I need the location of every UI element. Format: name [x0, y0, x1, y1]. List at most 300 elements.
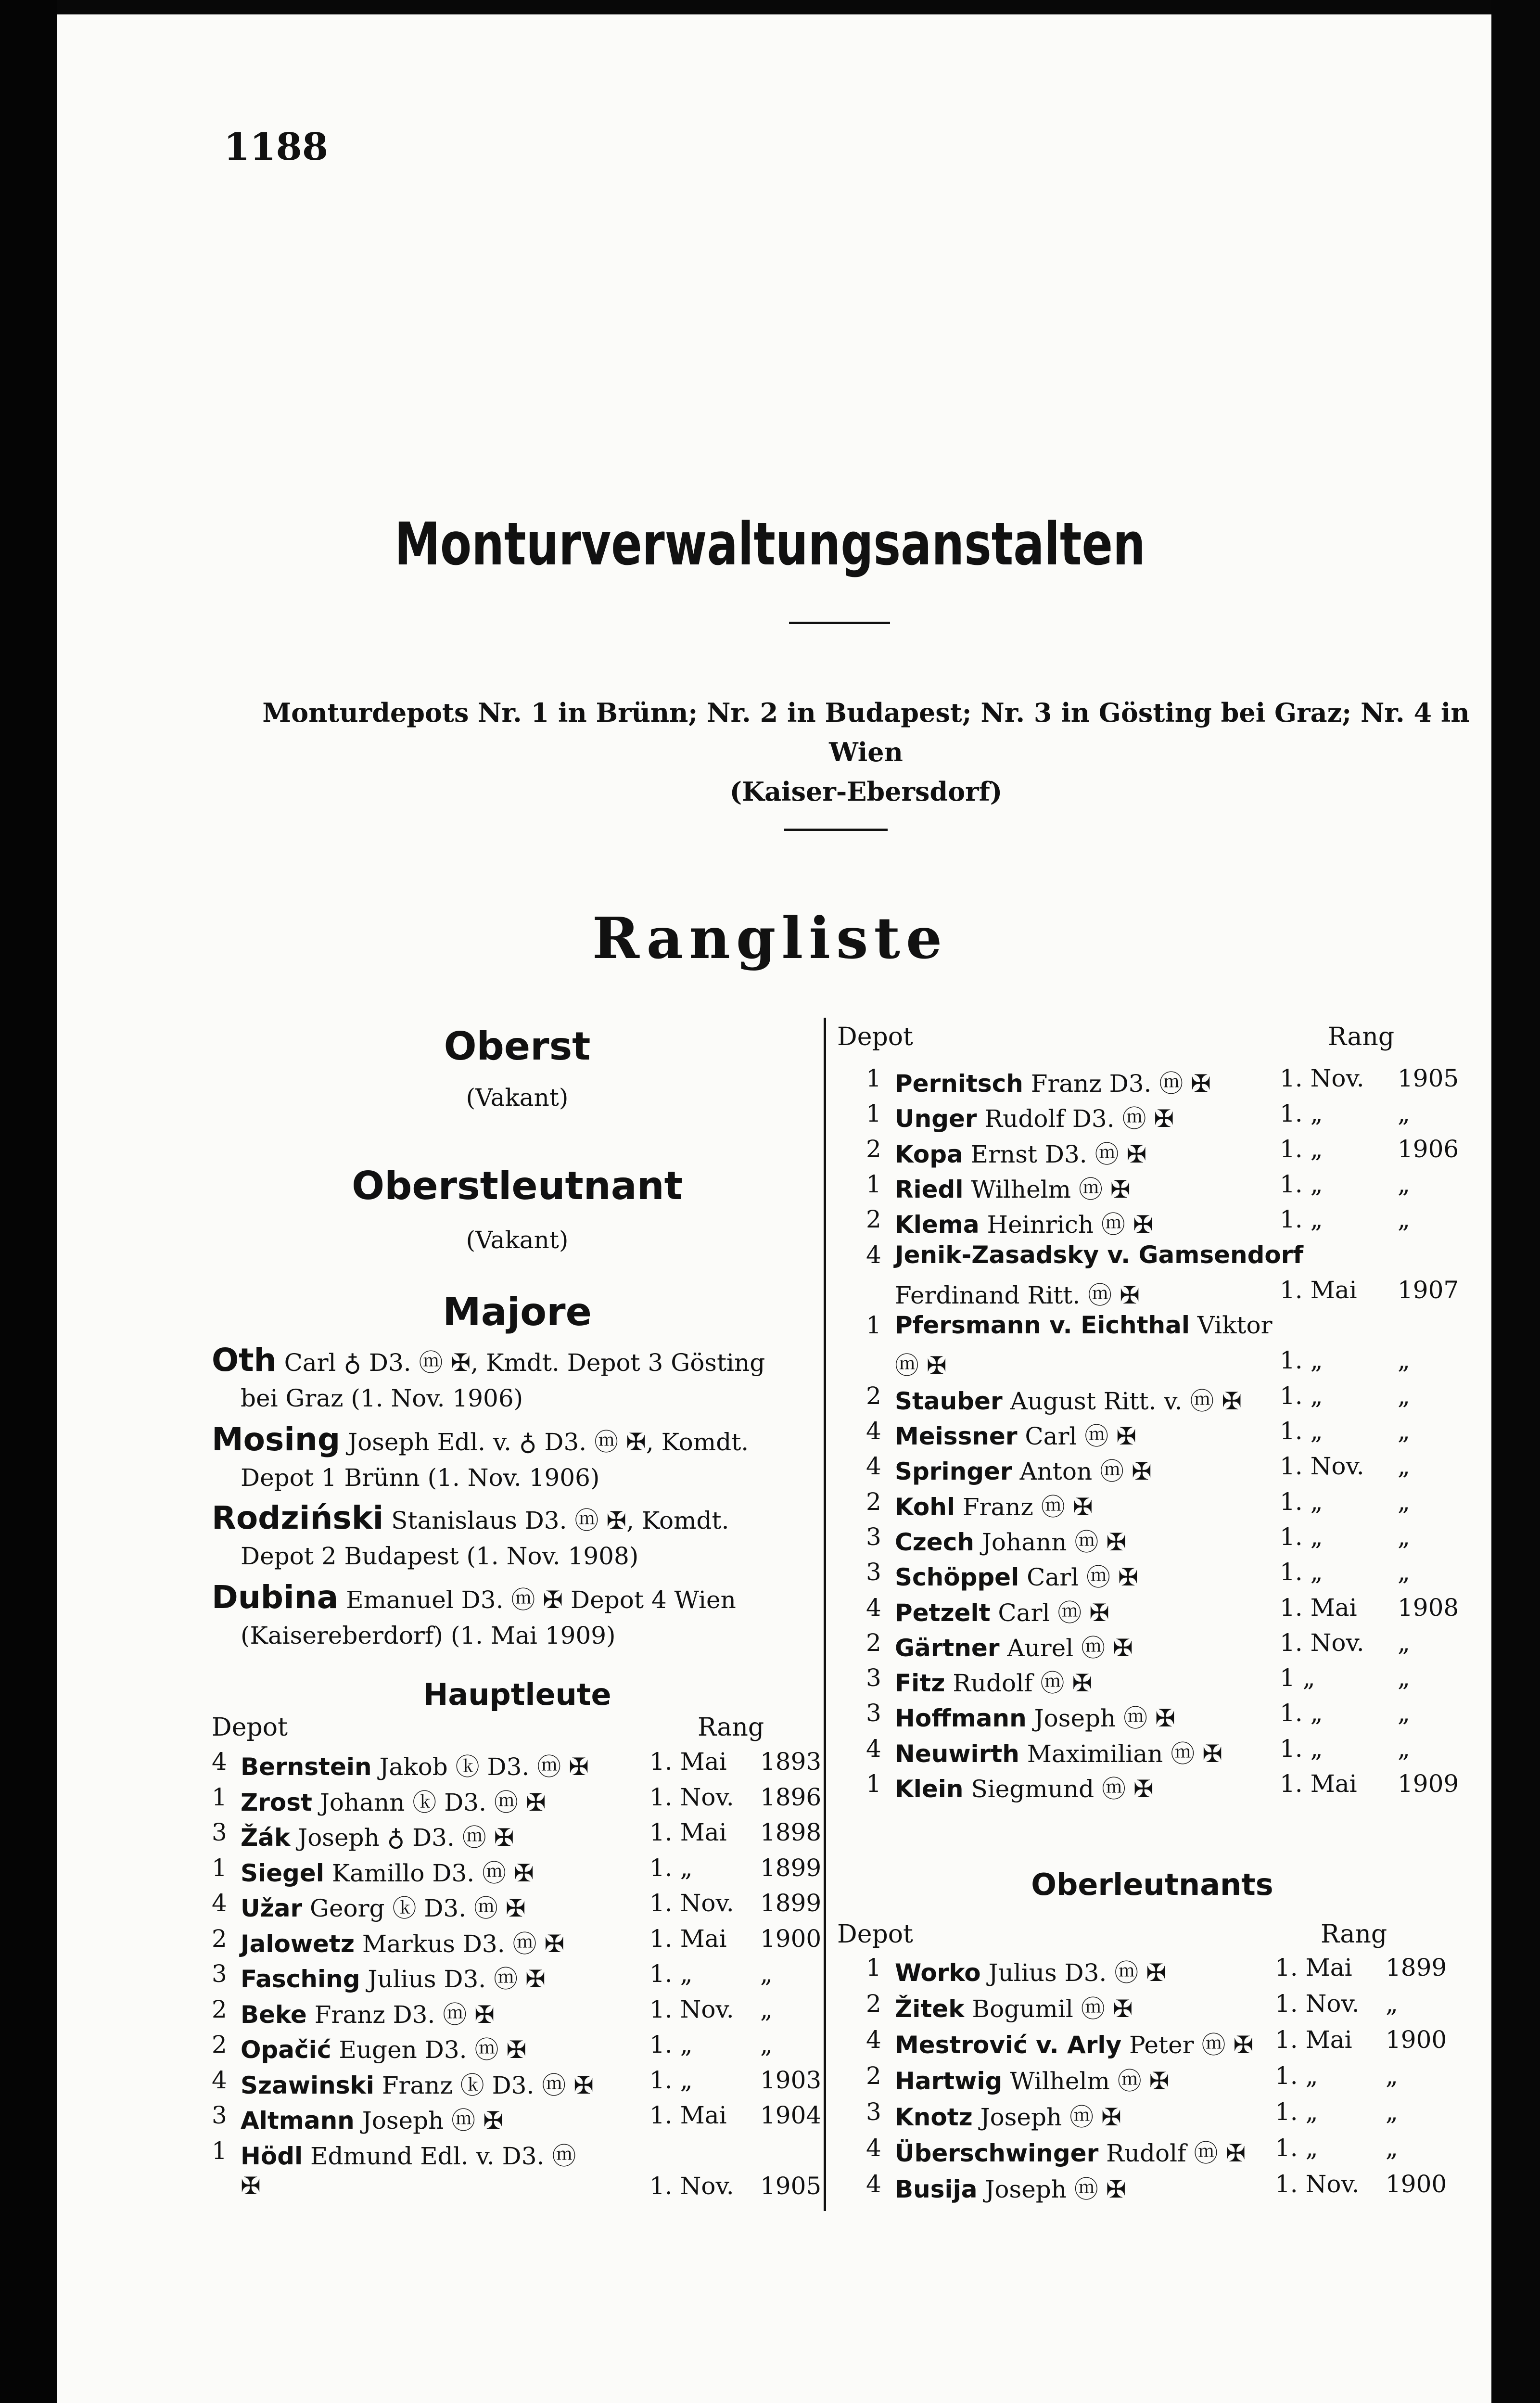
depot-number: 4 [866, 2134, 881, 2162]
officer-surname: Worko [895, 1959, 981, 1987]
depot-number: 2 [866, 1381, 881, 1410]
depot-number: 1 [866, 1954, 881, 1981]
table-row [866, 1664, 1463, 1698]
officer-surname: Hartwig [895, 2067, 1003, 2095]
scan-border-left [0, 0, 57, 2403]
rank-year: „ [1398, 1170, 1410, 1198]
rank-year: „ [1386, 2134, 1398, 2162]
officer-details: August Ritt. v. ⓜ ✠ [1010, 1387, 1242, 1415]
rank-year: „ [760, 2031, 773, 2058]
officer-details: Joseph ⓜ ✠ [985, 2175, 1126, 2203]
officer-surname: Pernitsch [895, 1070, 1023, 1098]
table-row [212, 1854, 820, 1888]
rank-date: 1. Mai [1275, 1954, 1352, 1981]
officer-surname: Opačić [241, 2036, 331, 2064]
rank-date: 1. Nov. [1275, 2170, 1360, 2198]
officer-name [895, 1735, 1222, 1769]
officer-name [895, 1523, 1126, 1558]
officer-name [895, 1558, 1138, 1593]
rank-year: „ [1398, 1417, 1410, 1445]
rank-date: 1. „ [1280, 1699, 1323, 1727]
table-row [212, 2031, 820, 2064]
officer-details: Wilhelm ⓜ ✠ [1010, 2067, 1170, 2095]
table-row [866, 1099, 1463, 1133]
rank-date: 1. „ [1275, 2062, 1318, 2090]
table-row [866, 1382, 1463, 1416]
officer-name [241, 2066, 594, 2101]
major-details: Depot 2 Budapest (1. Nov. 1908) [241, 1542, 639, 1570]
rank-date: 1. „ [1280, 1099, 1323, 1128]
officer-name [241, 2101, 503, 2136]
rank-year: „ [1398, 1381, 1410, 1410]
officer-details: Edmund Edl. v. D3. ⓜ [310, 2142, 576, 2170]
officer-name [895, 1452, 1152, 1487]
table-row [866, 1135, 1463, 1169]
table-row [866, 1241, 1463, 1275]
depot-number: 1 [866, 1099, 881, 1128]
oberstleutnant-note: (Vakant) [466, 1226, 569, 1254]
officer-surname: Hoffmann [895, 1704, 1027, 1733]
officer-surname: Czech [895, 1528, 974, 1556]
depot-number: 1 [866, 1170, 881, 1198]
depot-number: 2 [212, 2031, 227, 2058]
depot-number: 2 [212, 1924, 227, 1953]
major-details: bei Graz (1. Nov. 1906) [241, 1384, 523, 1412]
rank-year: „ [1398, 1628, 1410, 1657]
rank-date: 1. „ [1275, 2134, 1318, 2162]
oberst-heading: Oberst [444, 1024, 591, 1069]
officer-details: Georg ⓚ D3. ⓜ ✠ [310, 1894, 526, 1922]
officer-name [241, 2172, 261, 2200]
officer-name [895, 2098, 1121, 2133]
depot-number: 4 [866, 2170, 881, 2198]
rank-date: 1. Nov. [649, 1783, 734, 1811]
rank-year: 1900 [760, 1924, 822, 1953]
table-row [866, 1276, 1463, 1310]
table-row [212, 1748, 820, 1781]
officer-name [241, 1995, 495, 2030]
officer-name [895, 1699, 1175, 1734]
depot-number: 4 [212, 1748, 227, 1776]
officer-name [241, 1960, 546, 1994]
col-rang: Rang [1328, 1023, 1395, 1051]
rank-date: 1. „ [1280, 1381, 1323, 1410]
rank-year: „ [1398, 1487, 1410, 1516]
rank-date: 1. Nov. [1275, 1990, 1360, 2018]
page-title: Monturverwaltungsanstalten [395, 510, 1145, 578]
depot-number: 1 [866, 1311, 881, 1340]
rank-date: 1. Mai [649, 2101, 727, 2129]
officer-details: Joseph ⓜ ✠ [362, 2107, 503, 2135]
major-surname: Oth [212, 1342, 277, 1379]
rank-date: 1. Mai [1275, 2026, 1352, 2054]
rank-date: 1. „ [1280, 1522, 1323, 1551]
column-separator [824, 1018, 826, 2211]
rank-date: 1. Mai [649, 1818, 727, 1846]
officer-name [895, 1135, 1146, 1170]
rank-year: 1906 [1398, 1135, 1459, 1163]
depot-number: 1 [866, 1064, 881, 1092]
officer-details: Heinrich ⓜ ✠ [987, 1211, 1153, 1239]
officer-details: Ferdinand Ritt. ⓜ ✠ [895, 1281, 1140, 1309]
officer-details: Julius D3. ⓜ ✠ [368, 1965, 546, 1993]
officer-details: Joseph ♁ D3. ⓜ ✠ [298, 1824, 514, 1852]
officer-name [895, 1241, 1303, 1269]
officer-surname: Žitek [895, 1995, 965, 2023]
table-row [212, 1783, 820, 1817]
table-row [866, 1594, 1463, 1627]
officer-surname: Fasching [241, 1965, 360, 1993]
officer-surname: Užar [241, 1894, 303, 1922]
officer-details: Ernst D3. ⓜ ✠ [970, 1140, 1147, 1168]
table-row [866, 1417, 1463, 1451]
col-rang: Rang [1321, 1920, 1387, 1949]
table-row [866, 1699, 1463, 1733]
officer-surname: Fitz [895, 1669, 945, 1698]
officer-surname: Meissner [895, 1422, 1018, 1450]
major-surname: Dubina [212, 1579, 339, 1616]
officer-details: ✠ [241, 2172, 261, 2200]
rank-year: „ [1398, 1099, 1410, 1128]
officer-name [895, 1629, 1133, 1663]
col-rang: Rang [698, 1713, 764, 1742]
officer-details: Kamillo D3. ⓜ ✠ [331, 1859, 534, 1887]
officer-details: Rudolf ⓜ ✠ [953, 1669, 1093, 1698]
table-row [212, 2137, 820, 2171]
rank-date: 1. „ [649, 1853, 693, 1882]
rank-year: „ [1398, 1558, 1410, 1586]
officer-details: Eugen D3. ⓜ ✠ [339, 2036, 527, 2064]
table-row [866, 1205, 1463, 1239]
rank-date: 1. „ [1280, 1135, 1323, 1163]
officer-name [241, 1748, 589, 1782]
depot-number: 2 [866, 1628, 881, 1657]
officer-surname: Klema [895, 1211, 980, 1239]
rank-year: „ [1398, 1664, 1410, 1692]
major-entry [212, 1580, 818, 1653]
officer-name [241, 1854, 534, 1889]
officer-surname: Siegel [241, 1859, 324, 1887]
officer-surname: Žák [241, 1824, 291, 1852]
rank-date: 1. Mai [1280, 1770, 1357, 1798]
divider [789, 622, 890, 624]
table-row [866, 2026, 1463, 2059]
officer-details: Viktor [1197, 1311, 1273, 1340]
officer-details: Julius D3. ⓜ ✠ [988, 1959, 1167, 1987]
rank-date: 1. Nov. [1280, 1452, 1364, 1481]
officer-name [895, 1099, 1174, 1134]
rank-year: 1903 [760, 2066, 822, 2094]
table-row [866, 2134, 1463, 2168]
major-details: (Kaisereberdorf) (1. Mai 1909) [241, 1622, 616, 1649]
officer-surname: Kohl [895, 1493, 955, 1521]
table-row [212, 1960, 820, 1994]
officer-surname: Zrost [241, 1788, 312, 1816]
rank-date: 1. „ [1280, 1487, 1323, 1516]
officer-details: Jakob ⓚ D3. ⓜ ✠ [379, 1753, 589, 1781]
officer-details: Franz D3. ⓜ ✠ [1031, 1070, 1211, 1098]
rank-year: 1900 [1386, 2170, 1447, 2198]
rank-year: 1904 [760, 2101, 822, 2129]
table-row [866, 2170, 1463, 2204]
rank-date: 1. Mai [1280, 1276, 1357, 1304]
rank-year: 1909 [1398, 1770, 1459, 1798]
rank-year: „ [1386, 2098, 1398, 2126]
officer-name [895, 1382, 1242, 1417]
rank-year: 1899 [760, 1889, 822, 1917]
rank-year: „ [760, 1960, 773, 1988]
table-row [866, 2062, 1463, 2096]
depot-number: 3 [866, 1558, 881, 1586]
officer-surname: Hödl [241, 2142, 303, 2170]
depot-number: 2 [866, 1135, 881, 1163]
rank-date: 1. „ [1280, 1558, 1323, 1586]
major-surname: Mosing [212, 1421, 341, 1458]
rank-year: 1899 [760, 1853, 822, 1882]
table-row [212, 2172, 820, 2206]
depot-number: 4 [866, 1734, 881, 1763]
depot-number: 3 [866, 1664, 881, 1692]
depot-number: 2 [866, 1205, 881, 1234]
officer-details: Rudolf D3. ⓜ ✠ [984, 1105, 1174, 1133]
officer-name [241, 1889, 526, 1924]
majore-heading: Majore [443, 1290, 592, 1334]
rank-year: 1898 [760, 1818, 822, 1846]
officer-surname: Altmann [241, 2107, 355, 2135]
officer-name [241, 2137, 576, 2172]
officer-name [895, 1990, 1133, 2024]
officer-surname: Neuwirth [895, 1739, 1019, 1768]
officer-name [241, 1818, 514, 1853]
divider [784, 829, 888, 831]
officer-name [895, 1417, 1136, 1452]
officer-details: Wilhelm ⓜ ✠ [971, 1175, 1131, 1203]
officer-name [895, 2026, 1253, 2060]
major-details: Emanuel D3. ⓜ ✠ Depot 4 Wien [346, 1586, 736, 1614]
scan-border-right [1491, 0, 1540, 2403]
rank-date: 1. „ [1275, 2098, 1318, 2126]
officer-details: Markus D3. ⓜ ✠ [362, 1930, 565, 1958]
depot-number: 4 [866, 1240, 881, 1269]
table-row [212, 2066, 820, 2100]
rank-date: 1. „ [1280, 1346, 1323, 1375]
depot-number: 4 [866, 1417, 881, 1445]
rank-date: 1. Nov. [649, 1889, 734, 1917]
officer-details: Johann ⓚ D3. ⓜ ✠ [319, 1788, 546, 1816]
rank-date: 1. Nov. [649, 2172, 734, 2200]
officer-name [895, 2134, 1246, 2169]
table-row [866, 1311, 1463, 1345]
depot-number: 2 [866, 2062, 881, 2090]
officer-name [241, 2031, 526, 2065]
officer-name [895, 1664, 1092, 1699]
rank-year: 1896 [760, 1783, 822, 1811]
rank-date: 1. Mai [1280, 1593, 1357, 1622]
depot-number: 2 [866, 1487, 881, 1516]
officer-name [241, 1925, 564, 1959]
depot-number: 3 [212, 1960, 227, 1988]
depot-number: 1 [212, 1853, 227, 1882]
major-entry [212, 1500, 818, 1574]
table-row [866, 1488, 1463, 1521]
table-row [212, 1889, 820, 1923]
rank-year: „ [1398, 1346, 1410, 1375]
officer-details: Franz D3. ⓜ ✠ [314, 2000, 495, 2029]
major-entry [212, 1422, 818, 1495]
table-row [866, 1770, 1463, 1803]
depot-number: 4 [866, 1593, 881, 1622]
major-entry [212, 1342, 818, 1416]
rank-year: „ [1386, 2062, 1398, 2090]
depot-number: 4 [866, 2026, 881, 2054]
officer-details: Carl ⓜ ✠ [998, 1598, 1110, 1627]
rank-date: 1. „ [649, 2031, 693, 2058]
rank-year: 1899 [1386, 1954, 1447, 1981]
table-row [866, 1346, 1463, 1380]
rank-date: 1. Mai [649, 1924, 727, 1953]
depot-number: 3 [212, 2101, 227, 2129]
officer-details: Joseph ⓜ ✠ [980, 2103, 1121, 2131]
rank-year: „ [1398, 1205, 1410, 1234]
officer-surname: Klein [895, 1775, 964, 1803]
rank-date: 1. „ [649, 2066, 693, 2094]
rank-year: 1900 [1386, 2026, 1447, 2054]
officer-surname: Pfersmann v. Eichthal [895, 1311, 1190, 1340]
depot-number: 4 [866, 1452, 881, 1481]
table-row [212, 1995, 820, 2029]
depot-number: 3 [212, 1818, 227, 1846]
officer-surname: Bernstein [241, 1753, 372, 1781]
rank-year: „ [1386, 1990, 1398, 2018]
officer-surname: Busija [895, 2175, 978, 2203]
rank-year: „ [1398, 1522, 1410, 1551]
table-row [866, 1523, 1463, 1557]
rank-date: 1. Nov. [649, 1995, 734, 2023]
page-number: 1188 [224, 125, 329, 169]
rank-date: 1. „ [1280, 1734, 1323, 1763]
officer-surname: Stauber [895, 1387, 1003, 1415]
officer-details: Siegmund ⓜ ✠ [971, 1775, 1154, 1803]
scan-border-top [0, 0, 1540, 14]
depot-number: 4 [212, 1889, 227, 1917]
officer-surname: Kopa [895, 1140, 963, 1168]
officer-name [895, 1064, 1211, 1099]
officer-details: Johann ⓜ ✠ [981, 1528, 1127, 1556]
officer-details: ⓜ ✠ [895, 1352, 947, 1380]
rank-date: 1. Mai [649, 1748, 727, 1776]
officer-surname: Beke [241, 2000, 307, 2029]
oberstleutnant-heading: Oberstleutnant [352, 1163, 683, 1208]
table-row [866, 1990, 1463, 2023]
oberleutnants-heading: Oberleutnants [1031, 1867, 1273, 1902]
officer-name [895, 1770, 1154, 1804]
officer-surname: Petzelt [895, 1598, 991, 1627]
rank-year: „ [1398, 1734, 1410, 1763]
depot-number: 3 [866, 1699, 881, 1727]
major-details: Depot 1 Brünn (1. Nov. 1906) [241, 1464, 600, 1492]
depot-number: 3 [866, 2098, 881, 2126]
officer-surname: Springer [895, 1457, 1012, 1486]
table-row [866, 1629, 1463, 1662]
officer-name [895, 1170, 1131, 1205]
depots-line: Monturdepots Nr. 1 in Brünn; Nr. 2 in Budapest; Nr. 3 in Gösting bei Graz; Nr. 4 in Wien [262, 697, 1470, 767]
officer-surname: Knotz [895, 2103, 973, 2131]
table-row [866, 1170, 1463, 1204]
officer-details: Carl ⓜ ✠ [1025, 1422, 1137, 1450]
col-depot: Depot [837, 1023, 913, 1051]
table-row [866, 1452, 1463, 1486]
officer-name [895, 1954, 1166, 1988]
table-row [212, 2101, 820, 2135]
officer-name [895, 1311, 1273, 1339]
depot-number: 1 [212, 1783, 227, 1811]
officer-name [895, 1205, 1153, 1240]
rank-date: 1. Nov. [1280, 1064, 1364, 1092]
rank-date: 1. „ [1280, 1170, 1323, 1198]
major-details: Stanislaus D3. ⓜ ✠, Komdt. [391, 1507, 729, 1534]
rank-date: 1. „ [1280, 1417, 1323, 1445]
officer-name [241, 1783, 546, 1818]
rank-year: „ [1398, 1452, 1410, 1481]
depots-info [260, 693, 1472, 811]
officer-details: Anton ⓜ ✠ [1019, 1457, 1152, 1486]
table-row [866, 1954, 1463, 1987]
officer-surname: Jenik-Zasadsky v. Gamsendorf [895, 1240, 1304, 1269]
depot-number: 2 [866, 1990, 881, 2018]
officer-name [895, 1346, 947, 1381]
officer-details: Carl ⓜ ✠ [1027, 1563, 1138, 1592]
major-details: Carl ♁ D3. ⓜ ✠, Kmdt. Depot 3 Gösting [284, 1349, 765, 1377]
officer-surname: Riedl [895, 1175, 964, 1203]
rank-date: 1 „ [1280, 1664, 1315, 1692]
depot-number: 4 [212, 2066, 227, 2094]
officer-name [895, 1594, 1109, 1628]
rank-date: 1. „ [1280, 1205, 1323, 1234]
table-row [866, 1558, 1463, 1592]
table-row [212, 1818, 820, 1852]
hauptleute-heading: Hauptleute [423, 1677, 611, 1712]
officer-name [895, 2062, 1170, 2096]
table-row [866, 1735, 1463, 1768]
oberst-note: (Vakant) [466, 1084, 569, 1112]
rank-year: „ [1398, 1699, 1410, 1727]
rangliste-heading: Rangliste [592, 905, 948, 971]
officer-surname: Gärtner [895, 1634, 1000, 1662]
col-depot: Depot [837, 1920, 913, 1949]
rank-year: 1908 [1398, 1593, 1459, 1622]
depot-number: 1 [212, 2136, 227, 2165]
table-row [866, 1064, 1463, 1098]
col-depot: Depot [212, 1713, 288, 1742]
officer-name [895, 2170, 1126, 2205]
officer-surname: Szawinski [241, 2071, 374, 2099]
officer-name [895, 1276, 1140, 1311]
officer-details: Joseph ⓜ ✠ [1034, 1704, 1175, 1733]
officer-details: Rudolf ⓜ ✠ [1106, 2139, 1246, 2167]
depot-number: 2 [212, 1995, 227, 2023]
officer-details: Aurel ⓜ ✠ [1007, 1634, 1133, 1662]
rank-year: 1893 [760, 1748, 822, 1776]
officer-name [895, 1488, 1093, 1522]
officer-details: Maximilian ⓜ ✠ [1027, 1739, 1223, 1768]
officer-details: Bogumil ⓜ ✠ [972, 1995, 1133, 2023]
rank-year: „ [760, 1995, 773, 2023]
officer-surname: Mestrović v. Arly [895, 2031, 1122, 2059]
rank-year: 1907 [1398, 1276, 1459, 1304]
officer-surname: Schöppel [895, 1563, 1019, 1592]
major-details: Joseph Edl. v. ♁ D3. ⓜ ✠, Komdt. [348, 1428, 749, 1456]
rank-date: 1. „ [649, 1960, 693, 1988]
